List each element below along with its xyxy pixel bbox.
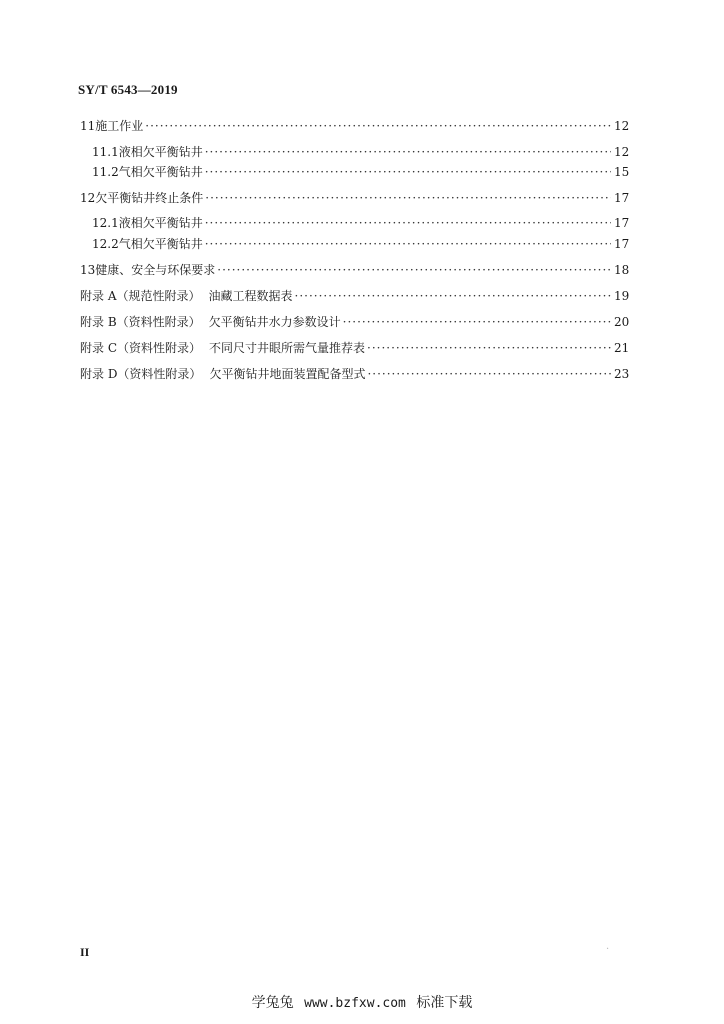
leader-dots: [145, 119, 611, 133]
toc-entry-number: 12.2: [92, 237, 119, 251]
toc-entry-12-1[interactable]: [92, 216, 628, 230]
leader-dots: [205, 237, 611, 251]
toc-entry-page: 17: [614, 216, 630, 230]
toc-entry-page: 12: [614, 119, 630, 133]
scan-speck: ·: [606, 944, 610, 955]
toc-entry-number: 12.1: [92, 216, 119, 230]
leader-dots: [217, 263, 611, 277]
toc-entry-title: 健康、安全与环保要求: [95, 263, 216, 277]
toc-entry-title: 欠平衡钻井水力参数设计: [208, 315, 341, 329]
toc-entry-title: 施工作业: [95, 119, 144, 133]
toc-entry-page: 23: [614, 367, 630, 381]
standard-code-header: SY/T 6543—2019: [78, 82, 178, 97]
toc-entry-number: 附录 B（资料性附录）: [80, 315, 201, 329]
toc-entry-number: 附录 A（规范性附录）: [80, 289, 201, 303]
toc-entry-appendix-c[interactable]: [80, 341, 628, 355]
toc-entry-appendix-d[interactable]: [80, 367, 628, 381]
footer-url-link[interactable]: www.bzfxw.com: [304, 996, 406, 1011]
leader-dots: [205, 165, 611, 179]
toc-entry-title: 欠平衡钻井终止条件: [95, 191, 204, 205]
toc-entry-number: 13: [80, 263, 96, 277]
leader-dots: [295, 289, 612, 303]
toc-entry-page: 17: [614, 191, 630, 205]
toc-entry-title: 液相欠平衡钻井: [118, 145, 203, 159]
toc-entry-number: 11: [80, 119, 96, 133]
toc-entry-page: 15: [614, 165, 630, 179]
leader-dots: [205, 216, 611, 230]
toc-entry-title: 气相欠平衡钻井: [118, 165, 203, 179]
toc-entry-title: 欠平衡钻井地面装置配备型式: [209, 367, 366, 381]
toc-entry-number: 12: [80, 191, 96, 205]
leader-dots: [205, 145, 611, 159]
toc-entry-number: 11.1: [92, 145, 119, 159]
toc-entry-12-2[interactable]: [92, 237, 628, 251]
toc-entry-page: 21: [614, 341, 630, 355]
toc-entry-11[interactable]: [80, 119, 628, 133]
toc-entry-title: 不同尺寸井眼所需气量推荐表: [209, 341, 366, 355]
toc-entry-page: 12: [614, 145, 630, 159]
leader-dots: [343, 315, 611, 329]
toc-entry-page: 17: [614, 237, 630, 251]
toc-entry-title: 气相欠平衡钻井: [118, 237, 203, 251]
leader-dots: [205, 191, 611, 205]
toc-entry-number: 附录 D（资料性附录）: [80, 367, 202, 381]
toc-entry-appendix-a[interactable]: [80, 289, 628, 303]
toc-entry-12[interactable]: [80, 191, 628, 205]
toc-entry-11-2[interactable]: [92, 165, 628, 179]
footer-watermark[interactable]: [0, 992, 724, 1012]
footer-tagline: 标准下载: [416, 995, 473, 1011]
toc-entry-page: 19: [614, 289, 630, 303]
toc-entry-title: 液相欠平衡钻井: [118, 216, 203, 230]
toc-entry-13[interactable]: [80, 263, 628, 277]
toc-entry-number: 11.2: [92, 165, 119, 179]
toc-entry-number: 附录 C（资料性附录）: [80, 341, 201, 355]
toc-entry-appendix-b[interactable]: [80, 315, 628, 329]
leader-dots: [367, 367, 611, 381]
page-number: II: [80, 945, 90, 959]
toc-entry-page: 18: [614, 263, 630, 277]
toc-entry-title: 油藏工程数据表: [208, 289, 293, 303]
toc-entry-11-1[interactable]: [92, 145, 628, 159]
footer-site-name: 学兔兔: [251, 995, 294, 1011]
toc-entry-page: 20: [614, 315, 630, 329]
leader-dots: [367, 341, 611, 355]
